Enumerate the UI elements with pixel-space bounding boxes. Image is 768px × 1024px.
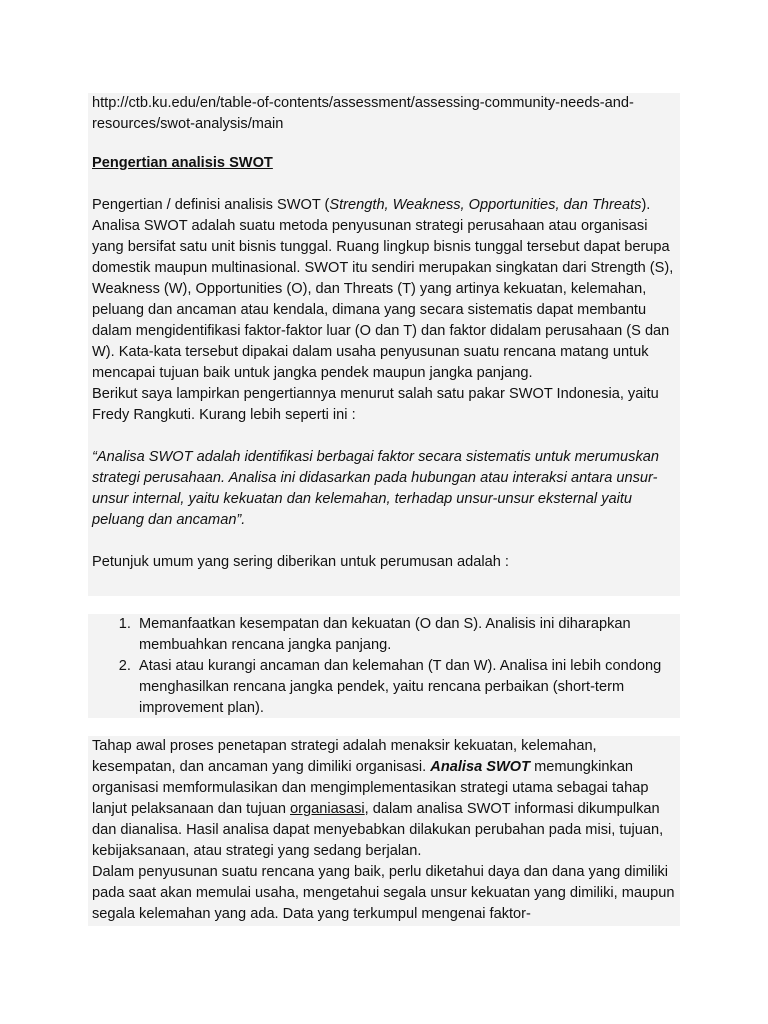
guideline-list [92, 614, 676, 719]
intro-prefix: Pengertian / definisi analisis SWOT ( [92, 197, 330, 213]
quote-paragraph: “Analisa SWOT adalah identifikasi berbagai faktor secara sistematis untuk merumuskan strategi perusahaan. Analisa ini didasarkan pada hubungan atau interaksi antara unsur-unsur internal, yaitu kekuatan dan kelemahan, terhadap unsur-unsur eksternal yaitu peluang dan ancaman”. [92, 449, 659, 528]
rangkuti-paragraph: Berikut saya lampirkan pengertiannya menurut salah satu pakar SWOT Indonesia, yaitu Fredy Rangkuti. Kurang lebih seperti ini : [92, 386, 659, 423]
text-block-list [88, 614, 680, 718]
tahap-text-a: Tahap awal proses penetapan strategi adalah menaksir kekuatan, kelemahan, kesempatan, dan ancaman yang dimiliki organisasi. [92, 738, 597, 775]
tahap-text-c: , dalam analisa SWOT informasi dikumpulkan dan dianalisa. Hasil analisa dapat menyebabkan dilakukan perubahan pada misi, tujuan, kebijaksanaan, atau strategi yang sedang berjalan. [92, 801, 664, 859]
petunjuk-paragraph: Petunjuk umum yang sering diberikan untuk perumusan adalah : [92, 554, 509, 570]
penyusunan-paragraph: Dalam penyusunan suatu rencana yang baik, perlu diketahui daya dan dana yang dimiliki pada saat akan memulai usaha, mengetahui segala unsur kekuatan yang dimiliki, maupun segala kelemahan yang ada. Data yang terkumpul mengenai faktor- [92, 864, 675, 922]
list-item: 1. Memanfaatkan kesempatan dan kekuatan (O dan S). Analisis ini diharapkan membuahkan rencana jangka panjang. [135, 614, 676, 656]
intro-italic: Strength, Weakness, Opportunities, dan Threats [329, 197, 642, 213]
source-url[interactable]: http://ctb.ku.edu/en/table-of-contents/assessment/assessing-community-needs-and-resources/swot-analysis/main [92, 95, 634, 132]
organisasi-link[interactable]: organiasasi [290, 801, 365, 817]
section-heading: Pengertian analisis SWOT [92, 155, 273, 171]
tahap-paragraph [92, 736, 676, 862]
tahap-bold: Analisa SWOT [430, 759, 531, 775]
intro-body: ). Analisa SWOT adalah suatu metoda penyusunan strategi perusahaan atau organisasi yang bersifat satu unit bisnis tunggal. Ruang lingkup bisnis tunggal tersebut dapat berupa domestik maupun multinasional. SWOT itu sendiri merupakan singkatan dari Strength (S), Weakness (W), Opportunities (O), dan Threats (T) yang artinya kekuatan, kelemahan, peluang dan ancaman atau kendala, dimana yang secara sistematis dapat membantu dalam mengidentifikasi faktor-faktor luar (O dan T) dan faktor didalam perusahaan (S dan W). Kata-kata tersebut dipakai dalam usaha penyusunan suatu rencana matang untuk mencapai tujuan baik untuk jangka pendek maupun jangka panjang. [92, 197, 674, 381]
list-item: 2. Atasi atau kurangi ancaman dan kelemahan (T dan W). Analisa ini lebih condong menghasilkan rencana jangka pendek, yaitu rencana perbaikan (short-term improvement plan). [135, 656, 676, 719]
intro-paragraph [92, 195, 676, 384]
text-block-tahap [88, 736, 680, 926]
text-block-intro [88, 93, 680, 596]
tahap-text-b: memungkinkan organisasi memformulasikan dan mengimplementasikan strategi utama sebagai tahap lanjut pelaksanaan dan tujuan [92, 759, 649, 817]
